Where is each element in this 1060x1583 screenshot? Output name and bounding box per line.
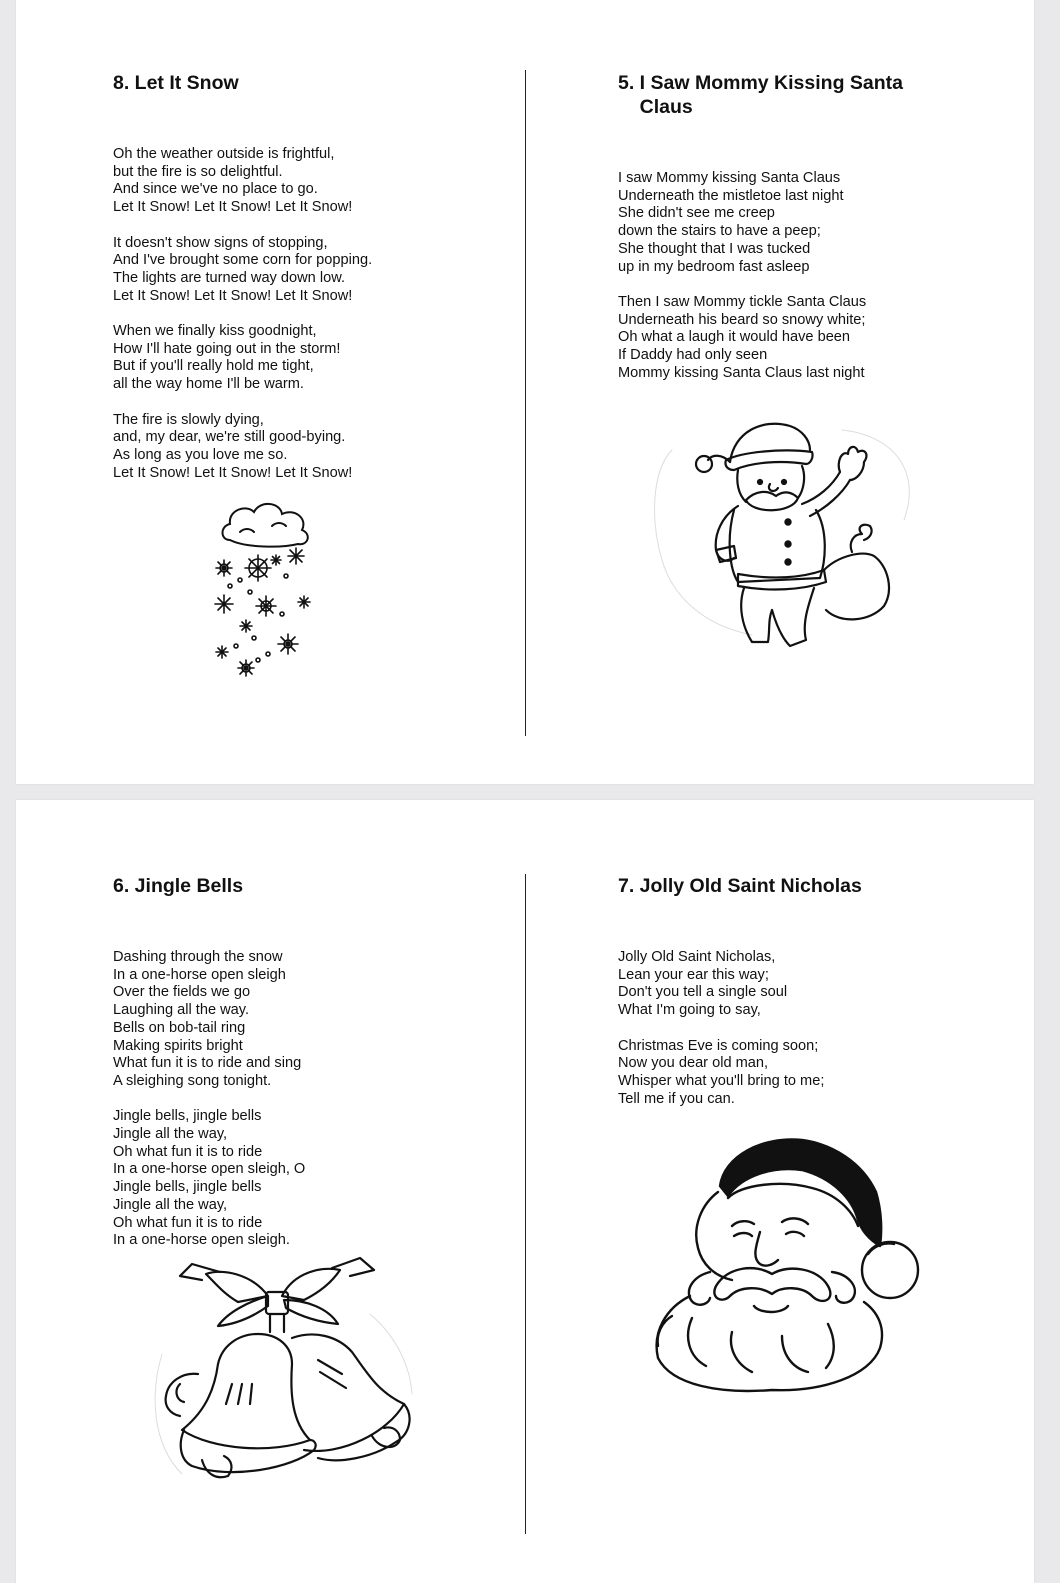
lyric-line: In a one-horse open sleigh. (113, 1232, 290, 1249)
lyric-line: Now you dear old man, (618, 1055, 769, 1072)
verse (113, 146, 513, 217)
song-jingle-bells (113, 874, 513, 1268)
lyric-line: Christmas Eve is coming soon; (618, 1037, 819, 1054)
lyric-line: Oh the weather outside is frightful, (113, 146, 335, 162)
song-title: 7. Jolly Old Saint Nicholas (618, 875, 862, 897)
lyric-line: Mommy kissing Santa Claus last night (618, 364, 865, 381)
column-divider (525, 874, 526, 1534)
lyric-line: Don't you tell a single soul (618, 984, 788, 1001)
lyric-line: In a one-horse open sleigh, O (113, 1161, 306, 1178)
verse (113, 235, 513, 306)
song-jolly-old-saint-nicholas (618, 874, 1018, 1126)
song-lyrics (113, 949, 513, 1250)
lyric-line: It doesn't show signs of stopping, (113, 234, 328, 251)
lyric-line: Let It Snow! Let It Snow! Let It Snow! (113, 464, 353, 481)
snow-cloud-icon (212, 496, 322, 686)
lyric-line: As long as you love me so. (113, 446, 288, 463)
verse (618, 1038, 1018, 1109)
lyric-line: Making spirits bright (113, 1037, 243, 1054)
lyric-line: Let It Snow! Let It Snow! Let It Snow! (113, 199, 353, 216)
lyric-line: When we finally kiss goodnight, (113, 323, 317, 339)
song-title: 8. Let It Snow (113, 72, 239, 94)
santa-face-icon (632, 1136, 926, 1394)
lyric-line: How I'll hate going out in the storm! (113, 340, 341, 357)
lyric-line: Let It Snow! Let It Snow! Let It Snow! (113, 287, 353, 304)
lyric-line: And I've brought some corn for popping. (113, 252, 373, 269)
lyric-line: Underneath the mistletoe last night (618, 187, 844, 204)
lyric-line: Dashing through the snow (113, 949, 283, 965)
lyric-line: Whisper what you'll bring to me; (618, 1072, 825, 1089)
song-let-it-snow (113, 71, 513, 500)
lyric-line: Jingle all the way, (113, 1196, 228, 1213)
song-lyrics (618, 170, 1018, 382)
lyric-line: If Daddy had only seen (618, 347, 768, 364)
lyric-line: Jingle all the way, (113, 1126, 228, 1143)
lyric-line: Over the fields we go (113, 984, 251, 1001)
lyric-line: But if you'll really hold me tight, (113, 358, 314, 375)
lyric-line: The fire is slowly dying, (113, 411, 264, 428)
lyric-line: What I'm going to say, (618, 1002, 761, 1019)
song-lyrics (618, 949, 1018, 1108)
santa-waving-icon (642, 410, 918, 655)
lyric-line: Tell me if you can. (618, 1090, 735, 1107)
lyric-line: up in my bedroom fast asleep (618, 258, 810, 275)
lyric-line: And since we've no place to go. (113, 181, 318, 198)
song-lyrics (113, 146, 513, 482)
lyric-line: She thought that I was tucked (618, 240, 811, 257)
jingle-bells-icon (142, 1254, 420, 1504)
song-title: 5. I Saw Mommy Kissing Santa Claus (618, 72, 903, 118)
lyric-line: Jingle bells, jingle bells (113, 1179, 262, 1196)
lyric-line: Jingle bells, jingle bells (113, 1108, 262, 1125)
lyric-line: Then I saw Mommy tickle Santa Claus (618, 293, 867, 310)
lyric-line: The lights are turned way down low. (113, 269, 346, 286)
verse (113, 412, 513, 483)
verse (113, 949, 513, 1091)
lyric-line: down the stairs to have a peep; (618, 223, 821, 240)
lyric-line: I saw Mommy kissing Santa Claus (618, 170, 841, 186)
verse (618, 294, 1018, 383)
lyric-line: What fun it is to ride and sing (113, 1055, 302, 1072)
verse (618, 170, 1018, 276)
lyric-line: Bells on bob-tail ring (113, 1019, 246, 1036)
lyric-line: In a one-horse open sleigh (113, 966, 286, 983)
song-title: 6. Jingle Bells (113, 875, 244, 897)
lyric-line: Oh what a laugh it would have been (618, 329, 851, 346)
page-2 (16, 800, 1034, 1583)
verse (113, 323, 513, 394)
song-i-saw-mommy-kissing-santa-claus (618, 71, 1018, 400)
lyric-line: all the way home I'll be warm. (113, 376, 304, 393)
lyric-line: She didn't see me creep (618, 205, 775, 222)
lyric-line: Laughing all the way. (113, 1002, 250, 1019)
page-1 (16, 0, 1034, 784)
lyric-line: Underneath his beard so snowy white; (618, 311, 866, 328)
verse (618, 949, 1018, 1020)
lyric-line: A sleighing song tonight. (113, 1072, 272, 1089)
verse (113, 1108, 513, 1250)
column-divider (525, 70, 526, 736)
lyric-line: but the fire is so delightful. (113, 163, 283, 180)
lyric-line: and, my dear, we're still good-bying. (113, 429, 346, 446)
lyric-line: Oh what fun it is to ride (113, 1143, 263, 1160)
lyric-line: Jolly Old Saint Nicholas, (618, 949, 776, 965)
lyric-line: Lean your ear this way; (618, 966, 769, 983)
lyric-line: Oh what fun it is to ride (113, 1214, 263, 1231)
